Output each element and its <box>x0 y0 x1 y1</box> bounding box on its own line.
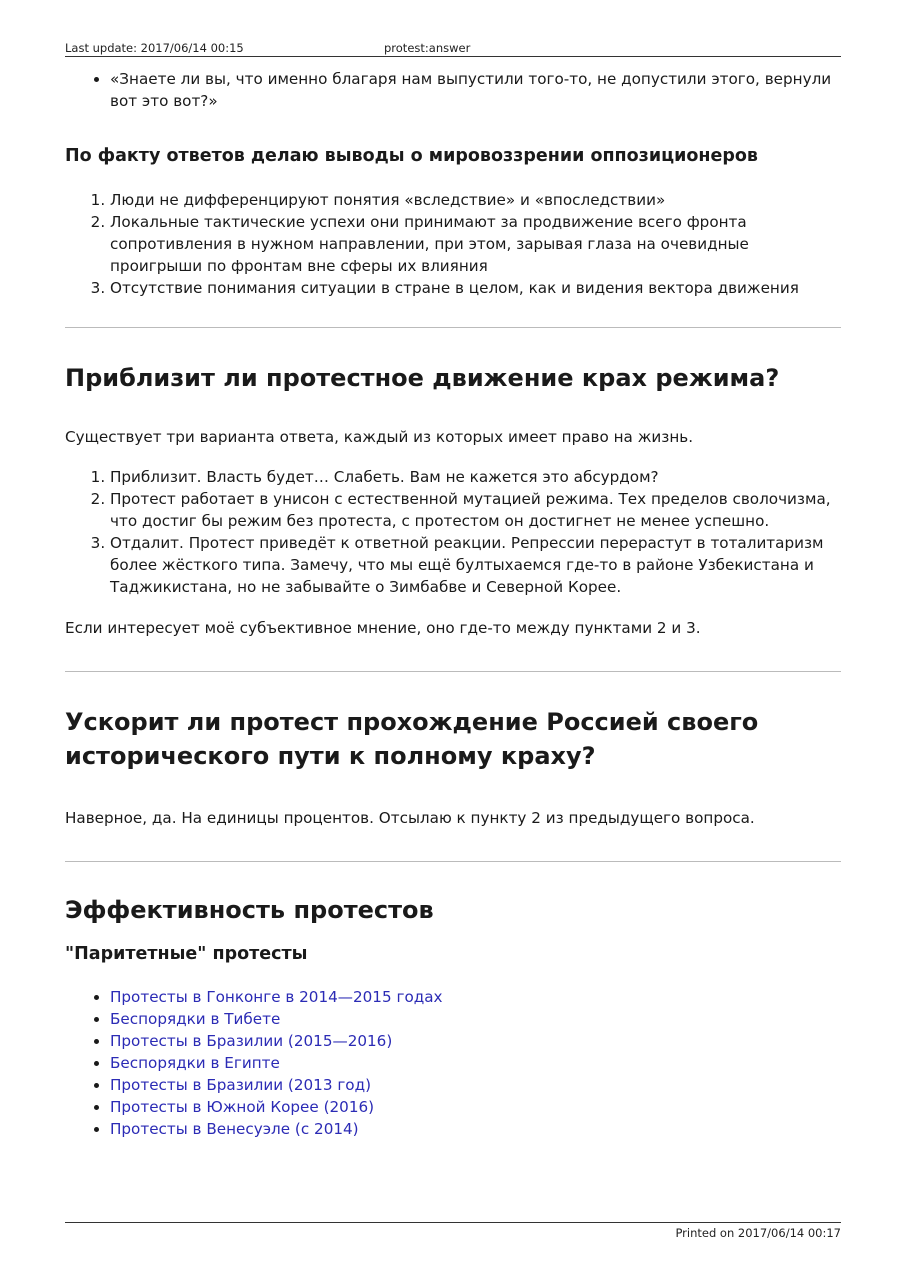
page-id-text: protest:answer <box>384 41 471 55</box>
collapse-heading: Приблизит ли протестное движение крах режима? <box>65 364 780 392</box>
list-item <box>110 1074 841 1096</box>
protest-link-hong-kong[interactable]: Протесты в Гонконге в 2014—2015 годах <box>110 988 443 1006</box>
list-item: 1. Люди не дифференцируют понятия «вследствие» и «впоследствии» <box>110 189 841 211</box>
protest-link-south-korea[interactable]: Протесты в Южной Корее (2016) <box>110 1098 375 1116</box>
last-update-text: Last update: 2017/06/14 00:15 <box>65 41 244 55</box>
protest-link-tibet[interactable]: Беспорядки в Тибете <box>110 1010 281 1028</box>
list-item <box>110 1008 841 1030</box>
list-item <box>110 1118 841 1140</box>
list-item <box>110 986 841 1008</box>
protest-link-brazil-2015[interactable]: Протесты в Бразилии (2015—2016) <box>110 1032 393 1050</box>
list-item: 3. Отсутствие понимания ситуации в стране в целом, как и видения вектора движения <box>110 277 841 299</box>
conclusions-heading: По факту ответов делаю выводы о мировоззрении оппозиционеров <box>65 146 758 166</box>
printed-on-text: Printed on 2017/06/14 00:17 <box>675 1226 841 1240</box>
effectiveness-heading: Эффективность протестов <box>65 896 434 924</box>
page-footer <box>65 1222 841 1240</box>
list-item <box>110 1052 841 1074</box>
protest-link-venezuela[interactable]: Протесты в Венесуэле (с 2014) <box>110 1120 359 1138</box>
list-item: 1. Приблизит. Власть будет… Слабеть. Вам не кажется это абсурдом? <box>110 466 841 488</box>
list-item: 2. Протест работает в унисон с естественной мутацией режима. Тех пределов сволочизма, что достиг бы режим без протеста, с протестом он достигнет не менее успешно. <box>110 488 841 532</box>
protest-links-list <box>65 986 841 1140</box>
list-item <box>110 1096 841 1118</box>
document-content <box>65 68 841 1140</box>
list-item: 2. Локальные тактические успехи они принимают за продвижение всего фронта сопротивления в нужном направлении, при этом, зарывая глаза на очевидные проигрыши по фронтам вне сферы их влияния <box>110 211 841 277</box>
collapse-outro: Если интересует моё субъективное мнение, оно где-то между пунктами 2 и 3. <box>65 619 701 637</box>
accelerate-heading: Ускорит ли протест прохождение Россией своего исторического пути к полному краху? <box>65 708 759 770</box>
list-item: 3. Отдалит. Протест приведёт к ответной реакции. Репрессии перерастут в тоталитаризм более жёсткого типа. Замечу, что мы ещё бултыхаемся где-то в районе Узбекистана и Таджикистана, но не забывайте о Зимбабве и Северной Корее. <box>110 532 841 598</box>
protest-link-egypt[interactable]: Беспорядки в Египте <box>110 1054 280 1072</box>
intro-bullet-list <box>65 68 841 112</box>
collapse-intro: Существует три варианта ответа, каждый из которых имеет право на жизнь. <box>65 428 694 446</box>
list-item <box>110 1030 841 1052</box>
conclusions-list <box>65 189 841 299</box>
list-item: • «Знаете ли вы, что именно благаря нам выпустили того-то, не допустили этого, вернули вот это вот?» <box>110 68 841 112</box>
parity-protests-heading: "Паритетные" протесты <box>65 944 308 964</box>
protest-link-brazil-2013[interactable]: Протесты в Бразилии (2013 год) <box>110 1076 372 1094</box>
collapse-list <box>65 466 841 598</box>
document-page <box>65 0 841 1280</box>
accelerate-text: Наверное, да. На единицы процентов. Отсылаю к пункту 2 из предыдущего вопроса. <box>65 809 755 827</box>
page-header <box>65 40 841 57</box>
